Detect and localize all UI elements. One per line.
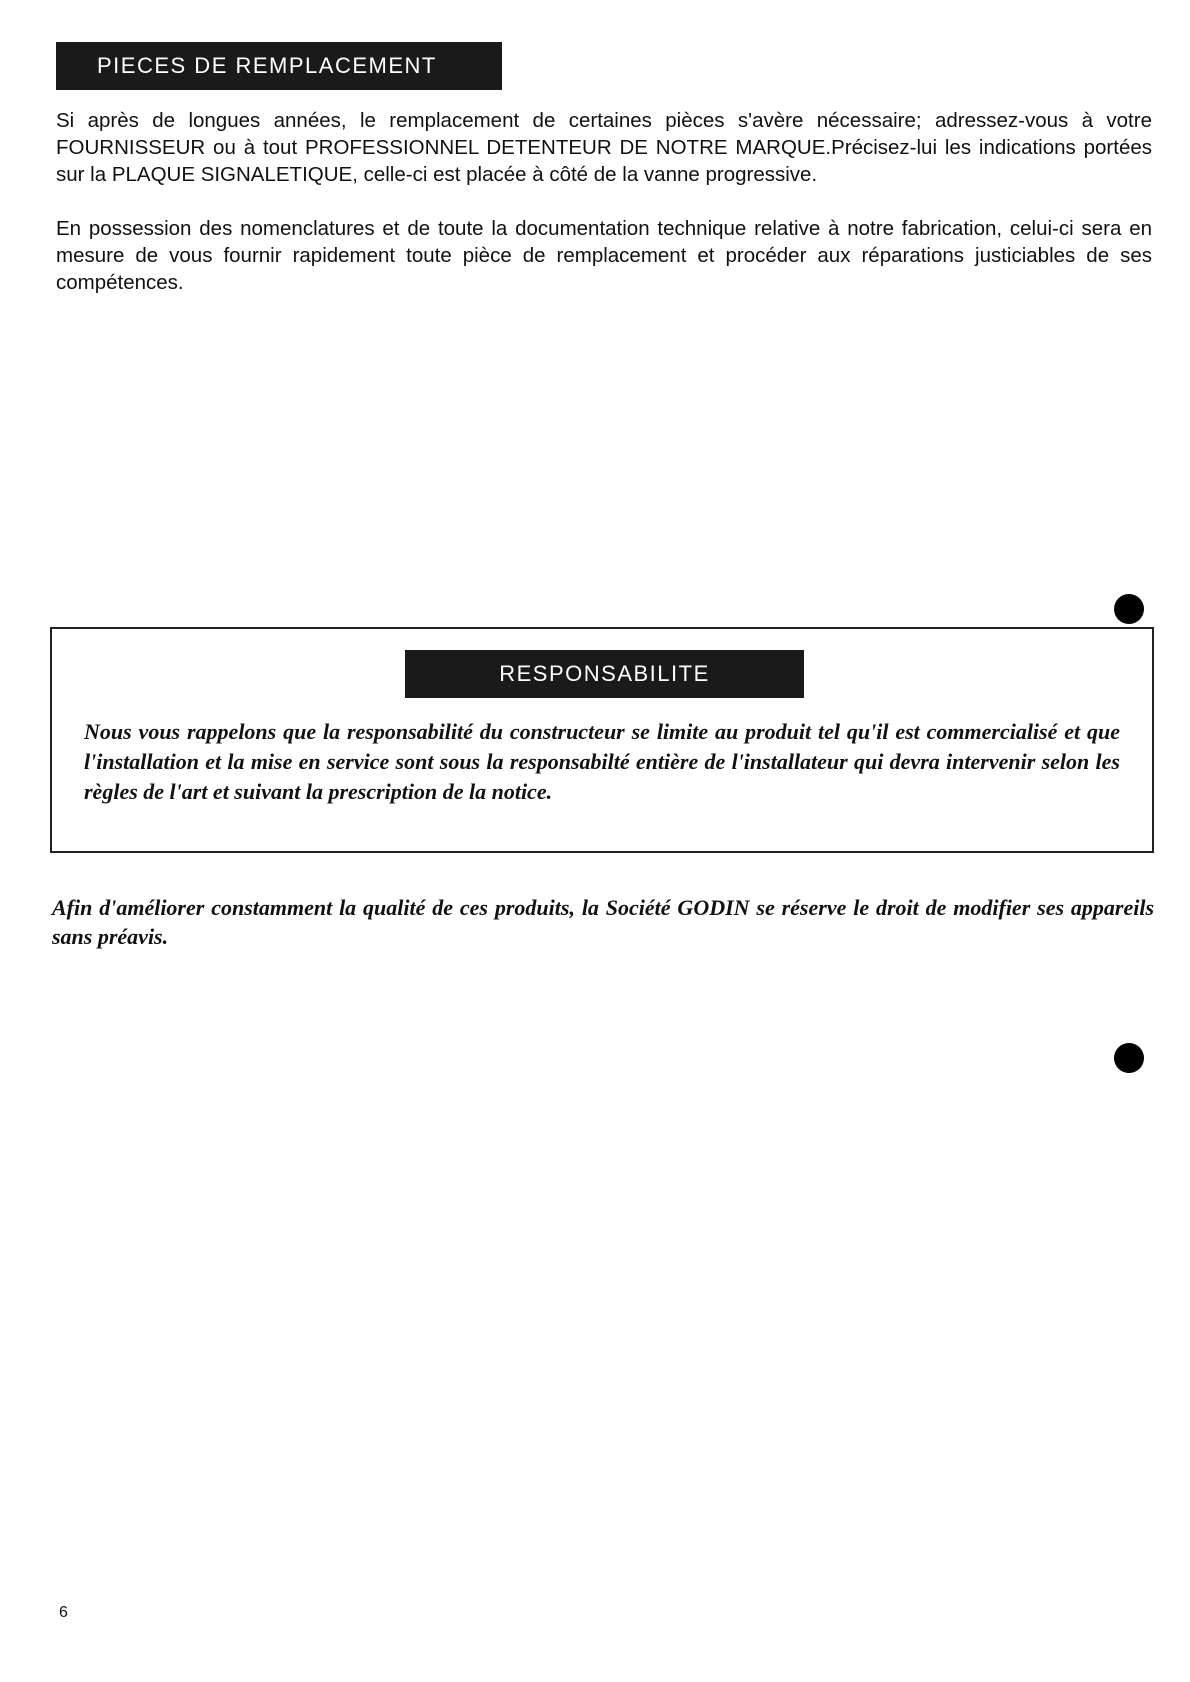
- improvement-notice: Afin d'améliorer constamment la qualité de ces produits, la Société GODIN se réserve le droit de modifier ses appareils sans préavis.: [52, 895, 1154, 949]
- replacement-paragraph: Si après de longues années, le remplacement de certaines pièces s'avère nécessaire; adressez-vous à votre FOURNISSEUR ou à tout PROFESSIONNEL DETENTEUR DE NOTRE MARQUE.Précisez-lui les indications portées sur la PLAQUE SIGNALETIQUE, celle-ci est placée à côté de la vanne progressive.: [56, 109, 1152, 186]
- page-marker-dot: [1114, 594, 1144, 624]
- section-heading-pieces-de-remplacement: PIECES DE REMPLACEMENT: [56, 42, 502, 90]
- page-number: 6: [59, 1604, 68, 1621]
- replacement-paragraph: En possession des nomenclatures et de toute la documentation technique relative à notre fabrication, celui-ci sera en mesure de vous fournir rapidement toute pièce de remplacement et procéder aux réparations justiciables de ses compétences.: [56, 217, 1152, 294]
- page-marker-dot: [1114, 1043, 1144, 1073]
- responsibility-box: [50, 627, 1154, 853]
- responsibility-text: Nous vous rappelons que la responsabilité du constructeur se limite au produit tel qu'il est commercialisé et que l'installation et la mise en service sont sous la responsabilté entière de l'installateur qui devra intervenir selon les règles de l'art et suivant la prescription de la notice.: [84, 719, 1120, 804]
- section-heading-responsabilite: RESPONSABILITE: [405, 650, 804, 698]
